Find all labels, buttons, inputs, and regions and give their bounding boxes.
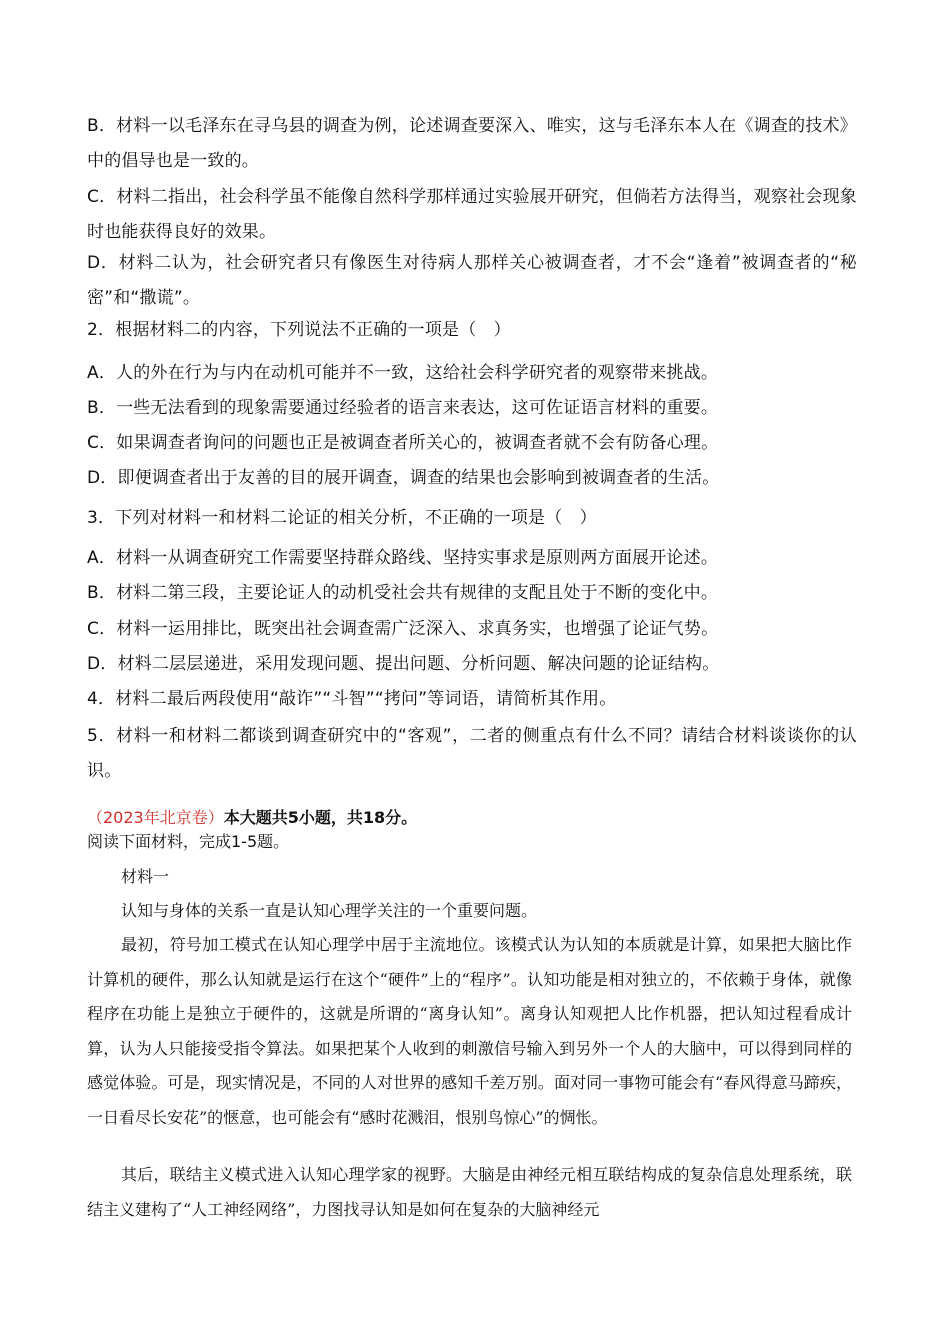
section-instruction: 阅读下面材料，完成1-5题。 <box>87 832 290 851</box>
q3-option-c[interactable]: C．材料一运用排比，既突出社会调查需广泛深入、求真务实，也增强了论证气势。 <box>87 619 719 639</box>
q3-option-d[interactable]: D．材料二层层递进，采用发现问题、提出问题、分析问题、解决问题的论证结构。 <box>87 654 720 674</box>
q2-option-c[interactable]: C．如果调查者询问的问题也正是被调查者所关心的，被调查者就不会有防备心理。 <box>87 433 719 453</box>
section-source: （2023年北京卷） <box>87 808 224 827</box>
q2-option-d[interactable]: D．即便调查者出于友善的目的展开调查，调查的结果也会影响到被调查者的生活。 <box>87 468 720 488</box>
q2-stem: 2．根据材料二的内容，下列说法不正确的一项是（ ） <box>87 320 511 340</box>
section-summary: 本大题共5小题，共18分。 <box>223 808 418 827</box>
passage-heading: 材料一 <box>121 867 170 886</box>
section-header <box>87 807 857 829</box>
q2-option-a[interactable]: A．人的外在行为与内在动机可能并不一致，这给社会科学研究者的观察带来挑战。 <box>87 363 719 383</box>
passage-paragraph: 最初，符号加工模式在认知心理学中居于主流地位。该模式认为认知的本质就是计算，如果把大脑比作计算机的硬件，那么认知就是运行在这个“硬件”上的“程序”。认知功能是相对独立的，不依赖于身体，就像程序在功能上是独立于硬件的，这就是所谓的“离身认知”。离身认知观把人比作机器，把认知过程看成计算，认为人只能接受指令算法。如果把某个人收到的刺激信号输入到另外一个人的大脑中，可以得到同样的感觉体验。可是，现实情况是，不同的人对世界的感知千差万别。面对同一事物可能会有“春风得意马蹄疾，一日看尽长安花”的惬意，也可能会有“感时花溅泪，恨别鸟惊心”的惆怅。 <box>87 935 852 1127</box>
passage-paragraph: 认知与身体的关系一直是认知心理学关注的一个重要问题。 <box>121 901 538 920</box>
q3-option-b[interactable]: B．材料二第三段，主要论证人的动机受社会共有规律的支配且处于不断的变化中。 <box>87 583 719 603</box>
q3-option-a[interactable]: A．材料一从调查研究工作需要坚持群众路线、坚持实事求是原则两方面展开论述。 <box>87 548 719 568</box>
q2-option-b[interactable]: B．一些无法看到的现象需要通过经验者的语言来表达，这可佐证语言材料的重要。 <box>87 398 719 418</box>
q1-option-b[interactable]: B．材料一以毛泽东在寻乌县的调查为例，论述调查要深入、唯实，这与毛泽东本人在《调查的技术》中的倡导也是一致的。 <box>87 116 857 171</box>
passage-paragraph: 其后，联结主义模式进入认知心理学家的视野。大脑是由神经元相互联结构成的复杂信息处理系统，联结主义建构了“人工神经网络”，力图找寻认知是如何在复杂的大脑神经元 <box>87 1165 852 1219</box>
q1-option-c[interactable]: C．材料二指出，社会科学虽不能像自然科学那样通过实验展开研究，但倘若方法得当，观察社会现象时也能获得良好的效果。 <box>87 187 857 242</box>
q1-option-d[interactable]: D．材料二认为，社会研究者只有像医生对待病人那样关心被调查者，才不会“逢着”被调查者的“秘密”和“撒谎”。 <box>87 253 857 308</box>
q4-stem: 4．材料二最后两段使用“敲诈”“斗智”“拷问”等词语，请简析其作用。 <box>87 689 617 709</box>
q5-stem: 5．材料一和材料二都谈到调查研究中的“客观”，二者的侧重点有什么不同？请结合材料谈谈你的认识。 <box>87 726 857 781</box>
q3-stem: 3．下列对材料一和材料二论证的相关分析，不正确的一项是（ ） <box>87 508 597 528</box>
